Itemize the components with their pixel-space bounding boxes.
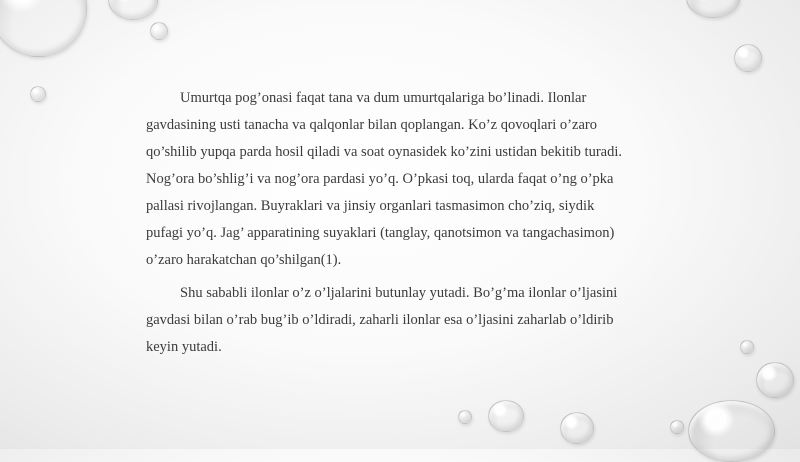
- text-line: pallasi rivojlangan. Buyraklari va jinsiy organlari tasmasimon cho’ziq, siydik: [146, 198, 595, 214]
- text-line: gavdasining usti tanacha va qalqonlar bilan qoplangan. Ko’z qovoqlari o’zaro: [146, 117, 597, 133]
- text-line: pufagi yo’q. Jag’ apparatining suyaklari (tanglay, qanotsimon va tangachasimon): [146, 225, 615, 241]
- water-drop-decoration: [488, 400, 524, 432]
- water-drop-decoration: [560, 412, 594, 444]
- water-drop-decoration: [150, 22, 168, 40]
- text-line: gavdasi bilan o’rab bug’ib o’ldiradi, zaharli ilonlar esa o’ljasini zaharlab o’ldirib: [146, 312, 614, 328]
- water-drop-decoration: [108, 0, 158, 20]
- water-drop-decoration: [0, 0, 87, 57]
- text-line: qo’shilib yupqa parda hosil qiladi va soat oynasidek ko’zini ustidan bekitib turadi.: [146, 144, 623, 160]
- water-drop-decoration: [670, 420, 684, 434]
- water-drop-decoration: [740, 340, 754, 354]
- text-line: keyin yutadi.: [146, 339, 222, 355]
- water-drop-decoration: [458, 410, 472, 424]
- paragraph-2: [146, 280, 666, 361]
- water-drop-decoration: [756, 362, 794, 398]
- water-drop-decoration: [30, 86, 46, 102]
- text-line: Umurtqa pog’onasi faqat tana va dum umurtqalariga bo’linadi. Ilonlar: [180, 90, 587, 106]
- text-line: Nog’ora bo’shlig’i va nog’ora pardasi yo’q. O’pkasi toq, ularda faqat o’ng o’pka: [146, 171, 614, 187]
- text-line: Shu sababli ilonlar o’z o’ljalarini butunlay yutadi. Bo’g’ma ilonlar o’ljasini: [180, 285, 618, 301]
- paragraph-1: [146, 85, 666, 274]
- water-drop-decoration: [688, 400, 775, 462]
- water-drop-decoration: [686, 0, 740, 18]
- text-line: o’zaro harakatchan qo’shilgan(1).: [146, 252, 342, 268]
- water-drop-decoration: [734, 44, 762, 72]
- slide-text-body: [146, 85, 666, 361]
